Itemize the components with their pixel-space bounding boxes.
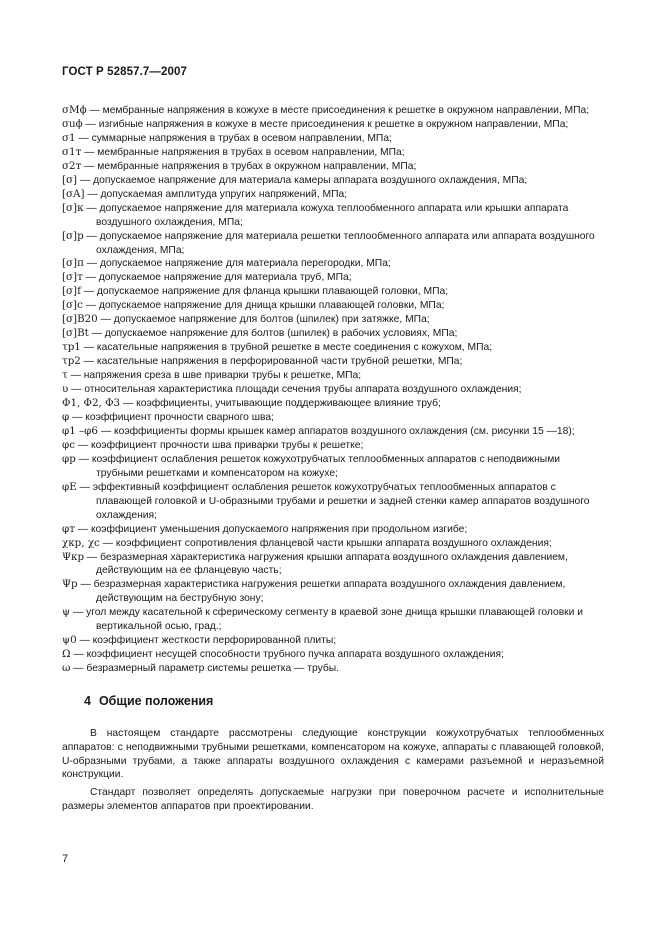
- definition-item: [62, 578, 606, 606]
- definition-item: [62, 285, 606, 299]
- definition-symbol: φ: [62, 410, 70, 423]
- definition-symbol: σ1: [62, 131, 76, 144]
- definition-symbol: [σ]Bt: [62, 327, 89, 340]
- definition-text: — мембранные напряжения в кожухе в месте присоединения к решетке в окружном направлении, МПа;: [86, 105, 590, 116]
- definition-symbol: [σ]f: [62, 285, 81, 298]
- definition-item: [62, 299, 606, 313]
- definition-item: [62, 118, 606, 132]
- definition-symbol: [σA]: [62, 187, 85, 200]
- symbol-definitions-list: [62, 104, 606, 676]
- definition-item: [62, 606, 606, 634]
- section-heading: [84, 694, 213, 708]
- document-header: ГОСТ Р 52857.7—2007: [62, 66, 187, 78]
- definition-symbol: τр2: [62, 355, 81, 368]
- definition-text: — безразмерная характеристика нагружения решетки аппарата воздушного охлаждения давлением, действующим на беструбную зону;: [77, 579, 566, 605]
- definition-item: [62, 369, 606, 383]
- definition-symbol: Ψкр: [62, 550, 85, 563]
- definition-symbol: χкр, χс: [62, 536, 100, 549]
- definition-symbol: Φ1, Φ2, Φ3: [62, 397, 121, 410]
- definition-text: — допускаемая амплитуда упругих напряжений, МПа;: [84, 188, 348, 200]
- definition-symbol: ψ: [62, 606, 71, 619]
- definition-symbol: φс: [62, 438, 75, 451]
- definition-text: — изгибные напряжения в кожухе в месте присоединения к решетке в окружном направлении, МПа;: [82, 118, 569, 130]
- definition-text: — коэффициент жесткости перфорированной плиты;: [76, 635, 337, 647]
- definition-text: — коэффициент сопротивления фланцевой части крышки аппарата воздушного охлаждения;: [99, 537, 552, 549]
- definition-text: — допускаемое напряжение для материала кожуха теплообменного аппарата или крышки аппарата воздушного охлаждения, МПа;: [83, 202, 569, 228]
- definition-item: [62, 327, 606, 341]
- body-paragraph: В настоящем стандарте рассмотрены следующие конструкции кожухотрубчатых теплообменных аппаратов: с неподвижными трубными решетками, компенсатором на кожухе, аппараты с плавающей головкой, U-образными трубами, а также аппараты воздушного охлаждения с камерами разъемной и неразъемной конструкции.: [62, 728, 604, 781]
- definition-item: [62, 537, 606, 551]
- definition-item: [62, 230, 606, 258]
- definition-symbol: [σ]к: [62, 201, 84, 214]
- definition-symbol: τ: [62, 369, 68, 382]
- definition-item: [62, 355, 606, 369]
- definition-item: [62, 439, 606, 453]
- definition-symbol: φE: [62, 480, 77, 493]
- definition-item: [62, 104, 606, 118]
- section-number: 4: [84, 694, 91, 708]
- definition-text: — касательные напряжения в трубной решетке в месте соединения с кожухом, МПа;: [80, 342, 493, 354]
- definition-item: [62, 341, 606, 355]
- definition-text: — относительная характеристика площади сечения трубы аппарата воздушного охлаждения;: [68, 384, 522, 396]
- definition-item: [62, 383, 606, 397]
- definition-symbol: φ1 –φ6: [62, 424, 98, 437]
- definition-item: [62, 257, 606, 271]
- page-number: 7: [62, 853, 69, 865]
- definition-symbol: σ1т: [62, 145, 82, 158]
- definition-text: — коэффициент несущей способности трубного пучка аппарата воздушного охлаждения;: [70, 649, 504, 661]
- definition-symbol: φт: [62, 522, 75, 535]
- definition-item: [62, 523, 606, 537]
- definition-symbol: [σ]B20: [62, 313, 98, 326]
- definition-symbol: [σ]с: [62, 299, 83, 312]
- definition-text: — коэффициент прочности сварного шва;: [69, 411, 274, 423]
- definition-text: — коэффициенты формы крышек камер аппаратов воздушного охлаждения (см. рисунки 15 —18);: [97, 425, 575, 437]
- definition-text: — допускаемое напряжение для болтов (шпилек) при затяжке, МПа;: [97, 314, 430, 326]
- definition-item: [62, 160, 606, 174]
- definition-symbol: ψ0: [62, 634, 77, 647]
- definition-item: [62, 271, 606, 285]
- definition-item: [62, 146, 606, 160]
- definition-text: — допускаемое напряжение для материала решетки теплообменного аппарата или аппарата воздушного охлаждения, МПа;: [83, 230, 595, 256]
- definition-item: [62, 188, 606, 202]
- definition-symbol: σMϕ: [62, 104, 87, 116]
- definition-text: — допускаемое напряжение для фланца крышки плавающей головки, МПа;: [80, 286, 449, 298]
- definition-item: [62, 453, 606, 481]
- definition-text: — мембранные напряжения в трубах в окружном направлении, МПа;: [81, 160, 417, 172]
- definition-text: — мембранные напряжения в трубах в осевом направлении, МПа;: [81, 146, 405, 158]
- definition-item: [62, 132, 606, 146]
- definition-symbol: [σ]: [62, 173, 78, 186]
- definition-symbol: φр: [62, 452, 76, 465]
- definition-item: [62, 313, 606, 327]
- definition-item: [62, 648, 606, 662]
- definition-text: — допускаемое напряжение для материала перегородки, МПа;: [83, 258, 391, 270]
- definition-text: — коэффициент прочности шва приварки трубы к решетке;: [74, 439, 364, 451]
- definition-symbol: τр1: [62, 341, 81, 354]
- definition-text: — суммарные напряжения в трубах в осевом направлении, МПа;: [75, 132, 392, 144]
- definition-symbol: ω: [62, 662, 71, 675]
- definition-item: [62, 481, 606, 523]
- definition-item: [62, 411, 606, 425]
- definition-text: — эффективный коэффициент ослабления решеток кожухотрубчатых теплообменных аппаратов с плавающей головкой и U-образными трубами и решетки и задней стенки камер аппаратов воздушного охлаждения;: [76, 481, 590, 521]
- definition-text: — коэффициент ослабления решеток кожухотрубчатых теплообменных аппаратов с неподвижными трубными решетками и компенсатором на кожухе;: [75, 453, 561, 479]
- definition-text: — допускаемое напряжение для материала камеры аппарата воздушного охлаждения, МПа;: [77, 174, 528, 186]
- definition-text: — коэффициент уменьшения допускаемого напряжения при продольном изгибе;: [74, 523, 468, 535]
- definition-text: — допускаемое напряжение для болтов (шпилек) в рабочих условиях, МПа;: [88, 328, 458, 340]
- definition-symbol: Ψр: [62, 578, 78, 591]
- body-paragraph: Стандарт позволяет определять допускаемые нагрузки при поверочном расчете и исполнительные размеры элементов аппаратов при проектировании.: [62, 787, 604, 812]
- section-title-text: Общие положения: [98, 694, 214, 708]
- definition-symbol: [σ]т: [62, 271, 83, 284]
- definition-text: — безразмерная характеристика нагружения крышки аппарата воздушного охлаждения давлением, действующим на ее фланцевую часть;: [84, 551, 568, 577]
- definition-item: [62, 397, 606, 411]
- definition-symbol: σ2т: [62, 159, 82, 172]
- definition-item: [62, 634, 606, 648]
- definition-symbol: [σ]р: [62, 229, 84, 242]
- definition-text: — угол между касательной к сферическому сегменту в краевой зоне днища крышки плавающей головки и вертикальной осью, град.;: [70, 607, 584, 633]
- definition-text: — напряжения среза в шве приварки трубы к решетке, МПа;: [67, 370, 362, 382]
- definition-text: — безразмерный параметр системы решетка — трубы.: [70, 663, 339, 675]
- definition-symbol: υ: [62, 383, 69, 396]
- definition-text: — допускаемое напряжение для днища крышки плавающей головки, МПа;: [82, 300, 445, 312]
- definition-symbol: Ω: [62, 648, 71, 661]
- definition-item: [62, 174, 606, 188]
- definition-item: [62, 662, 606, 676]
- definition-item: [62, 202, 606, 230]
- definition-text: — допускаемое напряжение для материала труб, МПа;: [82, 272, 352, 284]
- definition-text: — коэффициенты, учитывающие поддерживающее влияние труб;: [120, 398, 441, 410]
- definition-symbol: [σ]п: [62, 257, 84, 270]
- definition-item: [62, 551, 606, 579]
- definition-text: — касательные напряжения в перфорированной части трубной решетки, МПа;: [80, 356, 463, 368]
- definition-item: [62, 425, 606, 439]
- definition-symbol: σuϕ: [62, 117, 83, 130]
